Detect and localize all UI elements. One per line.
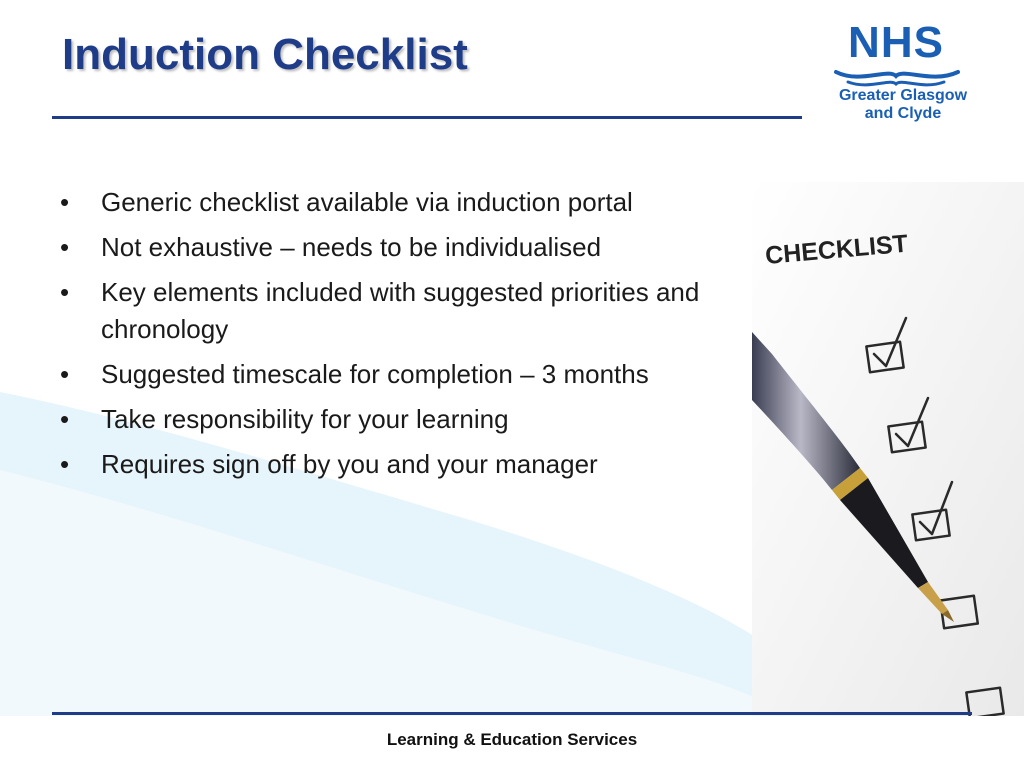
bullet-dot: • (60, 277, 70, 307)
bullet-item (60, 229, 720, 266)
bullet-item (60, 184, 720, 221)
logo-waves-icon (832, 66, 962, 88)
bullet-text: Requires sign off by you and your manager (101, 449, 598, 479)
bullet-dot: • (60, 187, 70, 217)
bullet-dot: • (60, 359, 70, 389)
bullet-text: Take responsibility for your learning (101, 404, 509, 434)
footer-text: Learning & Education Services (386, 730, 638, 749)
bullet-dot: • (60, 232, 70, 262)
bullet-item (60, 401, 720, 438)
checklist-heading: CHECKLIST (764, 229, 910, 270)
title-divider (52, 116, 802, 119)
checklist-pen-image (752, 182, 1024, 716)
bullet-text: Suggested timescale for completion – 3 months (101, 359, 649, 389)
bullet-dot: • (60, 404, 70, 434)
logo-nhs-text: NHS (848, 18, 944, 67)
bullet-text: Key elements included with suggested priorities and chronology (101, 277, 700, 344)
bullet-item (60, 356, 720, 393)
bullet-text: Generic checklist available via induction portal (101, 187, 633, 217)
logo-line-2: and Clyde (864, 105, 942, 122)
slide-title: Induction Checklist (62, 30, 468, 79)
logo-line-1: Greater Glasgow (838, 87, 968, 104)
nhs-logo (818, 18, 998, 128)
bullet-dot: • (60, 449, 70, 479)
bullet-list (60, 184, 720, 491)
bullet-item (60, 446, 720, 483)
footer-divider (52, 712, 972, 715)
bullet-item (60, 274, 720, 348)
bullet-text: Not exhaustive – needs to be individualised (101, 232, 602, 262)
